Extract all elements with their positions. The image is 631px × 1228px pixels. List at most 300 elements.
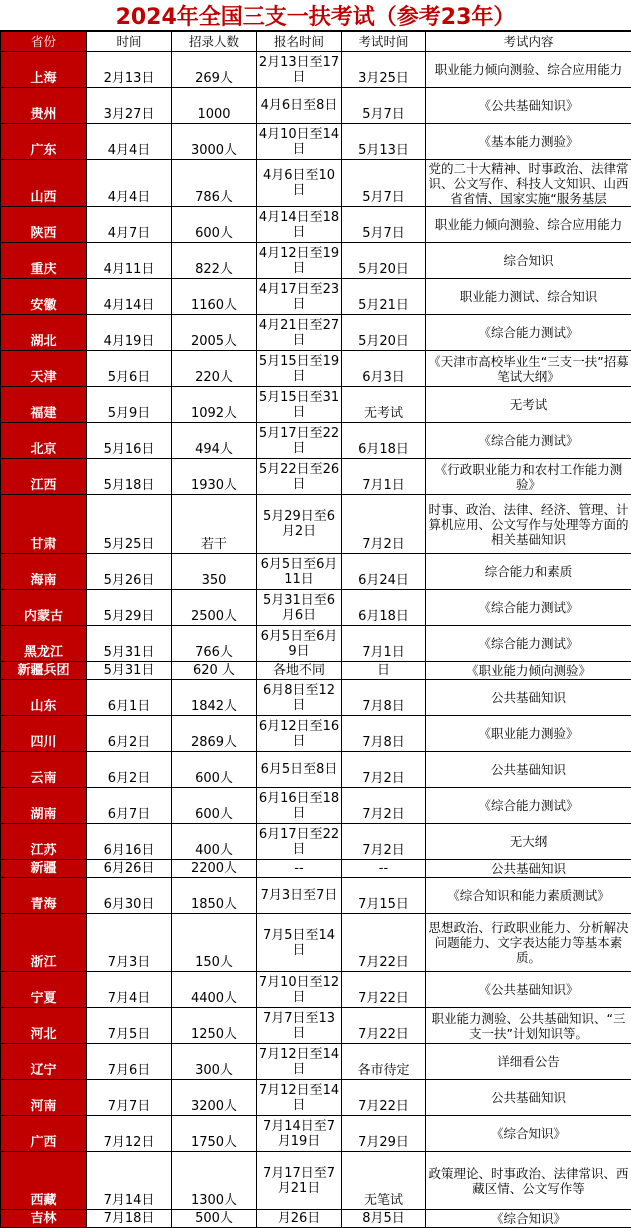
signup-cell-text: 6月5日至8日 (257, 762, 341, 777)
province-cell (1, 88, 87, 124)
table-row (1, 1008, 631, 1044)
count-cell-text: 1160人 (172, 298, 256, 313)
table-row (1, 88, 631, 124)
province-cell (1, 554, 87, 590)
content-cell (426, 124, 631, 160)
province-cell-text: 宁夏 (1, 991, 86, 1006)
time-cell-text: 5月6日 (87, 370, 171, 385)
signup-cell (257, 124, 342, 160)
table-row (1, 752, 631, 788)
province-cell (1, 387, 87, 423)
table-row (1, 554, 631, 590)
province-cell-text: 四川 (1, 735, 86, 750)
content-cell-text: 公共基础知识 (428, 690, 629, 705)
time-cell (87, 495, 172, 554)
content-cell (426, 1116, 631, 1152)
count-cell (172, 716, 257, 752)
count-cell (172, 279, 257, 315)
time-cell (87, 554, 172, 590)
exam-cell-text: 7月2日 (342, 807, 425, 822)
time-cell-text: 7月18日 (87, 1211, 171, 1226)
time-cell-text: 6月1日 (87, 699, 171, 714)
count-cell-text: 2869人 (172, 735, 256, 750)
table-row (1, 124, 631, 160)
content-cell-text: 政策理论、时事政治、法律常识、西藏区情、公文写作等 (428, 1166, 629, 1196)
table-row (1, 351, 631, 387)
province-cell (1, 1044, 87, 1080)
time-cell (87, 680, 172, 716)
content-cell (426, 1044, 631, 1080)
count-cell (172, 1008, 257, 1044)
count-cell-text: 494人 (172, 442, 256, 457)
signup-cell-text: 5月15日至19日 (257, 354, 341, 384)
exam-cell (342, 387, 426, 423)
exam-cell (342, 279, 426, 315)
count-cell (172, 680, 257, 716)
count-cell-text: 3000人 (172, 143, 256, 158)
count-cell-text: 269人 (172, 71, 256, 86)
content-cell-text: 职业能力测验、公共基础知识、“三支一扶”计划知识等。 (428, 1011, 629, 1041)
time-cell (87, 1152, 172, 1210)
province-cell-text: 上海 (1, 71, 86, 86)
count-cell-text: 600人 (172, 771, 256, 786)
count-cell (172, 1044, 257, 1080)
content-cell-text: 无考试 (428, 397, 629, 412)
province-cell-text: 山东 (1, 699, 86, 714)
exam-cell-text: 5月7日 (342, 190, 425, 205)
province-cell-text: 湖南 (1, 807, 86, 822)
province-cell (1, 914, 87, 972)
count-cell (172, 1080, 257, 1116)
time-cell-text: 6月16日 (87, 843, 171, 858)
province-cell-text: 江苏 (1, 843, 86, 858)
count-cell (172, 52, 257, 88)
time-cell-text: 4月19日 (87, 334, 171, 349)
count-cell-text: 766人 (172, 645, 256, 660)
exam-cell-text: 5月21日 (342, 298, 425, 313)
exam-cell-text: 5月7日 (342, 107, 425, 122)
signup-cell (257, 860, 342, 878)
content-cell (426, 824, 631, 860)
count-cell (172, 662, 257, 680)
table-row (1, 1152, 631, 1210)
signup-cell-text: 4月21日至27日 (257, 318, 341, 348)
province-cell (1, 160, 87, 207)
province-cell-text: 江西 (1, 478, 86, 493)
count-cell-text: 3200人 (172, 1099, 256, 1114)
exam-cell-text: 5月7日 (342, 226, 425, 241)
table-row (1, 243, 631, 279)
exam-cell-text: 6月3日 (342, 370, 425, 385)
content-cell-text: 《综合能力测试》 (428, 636, 629, 651)
table-row (1, 662, 631, 680)
header-count: 招录人数 (172, 32, 257, 52)
province-cell (1, 824, 87, 860)
signup-cell (257, 626, 342, 662)
count-cell (172, 315, 257, 351)
count-cell (172, 124, 257, 160)
content-cell (426, 972, 631, 1008)
content-cell-text: 《综合能力测试》 (428, 325, 629, 340)
time-cell-text: 5月16日 (87, 442, 171, 457)
time-cell (87, 972, 172, 1008)
province-cell-text: 河北 (1, 1027, 86, 1042)
content-cell-text: 职业能力测试、综合知识 (428, 289, 629, 304)
header-time: 时间 (87, 32, 172, 52)
signup-cell (257, 1044, 342, 1080)
province-cell (1, 243, 87, 279)
content-cell (426, 680, 631, 716)
exam-cell (342, 423, 426, 459)
count-cell-text: 1930人 (172, 478, 256, 493)
content-cell-text: 《基本能力测验》 (428, 134, 629, 149)
province-cell (1, 459, 87, 495)
exam-cell-text: 日 (342, 663, 425, 678)
time-cell (87, 387, 172, 423)
province-cell-text: 贵州 (1, 107, 86, 122)
content-cell-text: 《综合能力测试》 (428, 600, 629, 615)
time-cell (87, 459, 172, 495)
signup-cell-text: 7月10日至12日 (257, 975, 341, 1005)
content-cell-text: 综合能力和素质 (428, 564, 629, 579)
content-cell-text: 《行政职业能力和农村工作能力测验》 (428, 462, 629, 492)
count-cell (172, 554, 257, 590)
count-cell (172, 243, 257, 279)
count-cell (172, 824, 257, 860)
signup-cell-text: 2月13日至17日 (257, 55, 341, 85)
province-cell (1, 52, 87, 88)
province-cell (1, 1080, 87, 1116)
count-cell (172, 1152, 257, 1210)
table-row (1, 1080, 631, 1116)
count-cell (172, 860, 257, 878)
exam-cell (342, 1080, 426, 1116)
signup-cell-text: 5月22日至26日 (257, 462, 341, 492)
content-cell (426, 243, 631, 279)
time-cell (87, 160, 172, 207)
signup-cell-text: 4月14日至18日 (257, 210, 341, 240)
count-cell (172, 351, 257, 387)
content-cell-text: 《综合能力测试》 (428, 798, 629, 813)
time-cell-text: 2月13日 (87, 71, 171, 86)
signup-cell-text: 5月31日至6月6日 (257, 593, 341, 623)
content-cell (426, 315, 631, 351)
exam-cell-text: 无考试 (342, 406, 425, 421)
table-row (1, 459, 631, 495)
signup-cell-text: 6月8日至12日 (257, 683, 341, 713)
content-cell (426, 459, 631, 495)
signup-cell-text: 4月10日至14日 (257, 127, 341, 157)
count-cell (172, 1210, 257, 1228)
province-cell (1, 972, 87, 1008)
count-cell-text: 822人 (172, 262, 256, 277)
count-cell (172, 423, 257, 459)
signup-cell (257, 160, 342, 207)
content-cell-text: 《公共基础知识》 (428, 982, 629, 997)
province-cell (1, 662, 87, 680)
table-row (1, 824, 631, 860)
time-cell (87, 788, 172, 824)
table-row (1, 716, 631, 752)
signup-cell-text: 4月12日至19日 (257, 246, 341, 276)
content-cell-text: 党的二十大精神、时事政治、法律常识、公文写作、科技人文知识、山西省省情、国家实施“服务基层 (428, 161, 629, 206)
exam-cell-text: 7月29日 (342, 1135, 425, 1150)
table-row (1, 680, 631, 716)
count-cell-text: 1250人 (172, 1027, 256, 1042)
count-cell-text: 620 人 (172, 663, 256, 678)
signup-cell-text: 6月5日至6月11日 (257, 557, 341, 587)
content-cell-text: 《公共基础知识》 (428, 98, 629, 113)
header-exam: 考试时间 (342, 32, 426, 52)
signup-cell-text: 7月17日至7月21日 (257, 1166, 341, 1196)
exam-cell-text: -- (342, 861, 425, 876)
signup-cell-text: 5月17日至22日 (257, 426, 341, 456)
exam-cell-text: 7月2日 (342, 771, 425, 786)
signup-cell (257, 716, 342, 752)
count-cell-text: 786人 (172, 190, 256, 205)
signup-cell-text: 7月12日至14日 (257, 1083, 341, 1113)
count-cell (172, 914, 257, 972)
table-row (1, 788, 631, 824)
time-cell-text: 4月4日 (87, 143, 171, 158)
exam-cell (342, 88, 426, 124)
exam-cell (342, 554, 426, 590)
province-cell-text: 陕西 (1, 226, 86, 241)
count-cell (172, 387, 257, 423)
exam-cell (342, 315, 426, 351)
province-cell-text: 河南 (1, 1099, 86, 1114)
province-cell (1, 626, 87, 662)
province-cell-text: 青海 (1, 897, 86, 912)
content-cell (426, 554, 631, 590)
content-cell (426, 351, 631, 387)
signup-cell-text: 4月17日至23日 (257, 282, 341, 312)
table-row (1, 315, 631, 351)
exam-cell-text: 7月15日 (342, 897, 425, 912)
content-cell (426, 495, 631, 554)
exam-cell-text: 7月8日 (342, 735, 425, 750)
count-cell (172, 1116, 257, 1152)
table-row (1, 878, 631, 914)
time-cell (87, 662, 172, 680)
exam-cell-text: 无笔试 (342, 1193, 425, 1208)
signup-cell (257, 972, 342, 1008)
time-cell-text: 7月6日 (87, 1063, 171, 1078)
exam-cell (342, 860, 426, 878)
content-cell-text: 公共基础知识 (428, 762, 629, 777)
province-cell-text: 西藏 (1, 1193, 86, 1208)
time-cell-text: 6月26日 (87, 861, 171, 876)
exam-cell (342, 716, 426, 752)
signup-cell-text: 5月15日至31日 (257, 390, 341, 420)
count-cell (172, 207, 257, 243)
exam-cell-text: 6月18日 (342, 609, 425, 624)
province-cell (1, 124, 87, 160)
count-cell-text: 300人 (172, 1063, 256, 1078)
count-cell (172, 590, 257, 626)
count-cell-text: 1092人 (172, 406, 256, 421)
count-cell (172, 495, 257, 554)
table-row (1, 387, 631, 423)
signup-cell-text: 7月12日至14日 (257, 1047, 341, 1077)
time-cell-text: 4月14日 (87, 298, 171, 313)
signup-cell (257, 662, 342, 680)
signup-cell (257, 1080, 342, 1116)
signup-cell (257, 459, 342, 495)
exam-cell (342, 1116, 426, 1152)
time-cell (87, 423, 172, 459)
time-cell (87, 878, 172, 914)
signup-cell (257, 387, 342, 423)
count-cell (172, 788, 257, 824)
count-cell-text: 500人 (172, 1211, 256, 1226)
exam-cell (342, 243, 426, 279)
content-cell-text: 《综合知识》 (428, 1211, 629, 1226)
province-cell (1, 207, 87, 243)
province-cell (1, 423, 87, 459)
exam-cell-text: 各市待定 (342, 1063, 425, 1078)
content-cell-text: 《天津市高校毕业生“三支一扶”招募笔试大纲》 (428, 354, 629, 384)
table-row (1, 914, 631, 972)
time-cell-text: 5月31日 (87, 663, 171, 678)
table-row (1, 590, 631, 626)
count-cell-text: 4400人 (172, 991, 256, 1006)
content-cell (426, 662, 631, 680)
province-cell (1, 1210, 87, 1228)
content-cell-text: 《综合知识和能力素质测试》 (428, 888, 629, 903)
signup-cell (257, 554, 342, 590)
content-cell (426, 878, 631, 914)
time-cell (87, 1210, 172, 1228)
exam-cell-text: 7月2日 (342, 843, 425, 858)
time-cell-text: 6月2日 (87, 735, 171, 750)
time-cell (87, 626, 172, 662)
schedule-table (0, 31, 631, 1228)
signup-cell (257, 207, 342, 243)
exam-cell (342, 160, 426, 207)
content-cell (426, 1080, 631, 1116)
time-cell-text: 7月12日 (87, 1135, 171, 1150)
province-cell (1, 279, 87, 315)
content-cell (426, 626, 631, 662)
count-cell-text: 1842人 (172, 699, 256, 714)
page-title: 2024年全国三支一扶考试（参考23年） (0, 0, 631, 31)
time-cell-text: 4月7日 (87, 226, 171, 241)
content-cell-text: 《综合能力测试》 (428, 433, 629, 448)
signup-cell (257, 423, 342, 459)
province-cell-text: 天津 (1, 370, 86, 385)
province-cell (1, 878, 87, 914)
signup-cell (257, 752, 342, 788)
time-cell (87, 1044, 172, 1080)
count-cell-text: 2200人 (172, 861, 256, 876)
content-cell-text: 公共基础知识 (428, 1090, 629, 1105)
signup-cell (257, 279, 342, 315)
content-cell-text: 职业能力倾向测验、综合应用能力 (428, 217, 629, 232)
exam-cell (342, 824, 426, 860)
table-row (1, 626, 631, 662)
province-cell-text: 辽宁 (1, 1063, 86, 1078)
count-cell-text: 600人 (172, 226, 256, 241)
exam-cell-text: 7月22日 (342, 955, 425, 970)
content-cell-text: 详细看公告 (428, 1054, 629, 1069)
exam-cell-text: 7月1日 (342, 478, 425, 493)
time-cell-text: 5月25日 (87, 537, 171, 552)
time-cell (87, 124, 172, 160)
content-cell (426, 387, 631, 423)
count-cell-text: 150人 (172, 955, 256, 970)
exam-cell (342, 1210, 426, 1228)
province-cell (1, 752, 87, 788)
content-cell-text: 《职业能力倾向测验》 (428, 663, 629, 678)
count-cell-text: 若干 (172, 537, 256, 552)
exam-cell-text: 5月20日 (342, 262, 425, 277)
exam-cell (342, 626, 426, 662)
province-cell-text: 重庆 (1, 262, 86, 277)
exam-cell (342, 662, 426, 680)
content-cell (426, 1152, 631, 1210)
signup-cell-text: 6月17日至22日 (257, 827, 341, 857)
exam-cell-text: 7月22日 (342, 1099, 425, 1114)
time-cell (87, 860, 172, 878)
time-cell-text: 5月31日 (87, 645, 171, 660)
exam-cell-text: 5月13日 (342, 143, 425, 158)
signup-cell (257, 824, 342, 860)
count-cell-text: 1300人 (172, 1193, 256, 1208)
content-cell (426, 860, 631, 878)
exam-cell-text: 5月20日 (342, 334, 425, 349)
signup-cell (257, 878, 342, 914)
signup-cell-text: 各地不同 (257, 663, 341, 678)
province-cell-text: 新疆兵团 (1, 663, 86, 678)
content-cell-text: 公共基础知识 (428, 861, 629, 876)
province-cell (1, 680, 87, 716)
content-cell (426, 1008, 631, 1044)
signup-cell-text: 4月6日至10日 (257, 168, 341, 198)
exam-cell (342, 459, 426, 495)
content-cell (426, 52, 631, 88)
signup-cell-text: 7月14日至7月19日 (257, 1119, 341, 1149)
exam-cell-text: 7月8日 (342, 699, 425, 714)
count-cell-text: 600人 (172, 807, 256, 822)
count-cell-text: 1850人 (172, 897, 256, 912)
time-cell-text: 5月18日 (87, 478, 171, 493)
table-row (1, 423, 631, 459)
table-row (1, 972, 631, 1008)
exam-cell (342, 52, 426, 88)
table-row (1, 495, 631, 554)
count-cell-text: 2500人 (172, 609, 256, 624)
signup-cell (257, 1116, 342, 1152)
count-cell (172, 459, 257, 495)
exam-cell (342, 680, 426, 716)
time-cell-text: 6月7日 (87, 807, 171, 822)
exam-cell (342, 590, 426, 626)
time-cell (87, 243, 172, 279)
time-cell (87, 1116, 172, 1152)
content-cell (426, 279, 631, 315)
time-cell (87, 824, 172, 860)
content-cell (426, 788, 631, 824)
content-cell-text: 《综合知识》 (428, 1126, 629, 1141)
province-cell-text: 湖北 (1, 334, 86, 349)
signup-cell-text: 5月29日至6月2日 (257, 509, 341, 539)
signup-cell-text: 6月16日至18日 (257, 791, 341, 821)
time-cell-text: 7月5日 (87, 1027, 171, 1042)
signup-cell (257, 1210, 342, 1228)
exam-cell-text: 7月22日 (342, 991, 425, 1006)
province-cell-text: 新疆 (1, 861, 86, 876)
